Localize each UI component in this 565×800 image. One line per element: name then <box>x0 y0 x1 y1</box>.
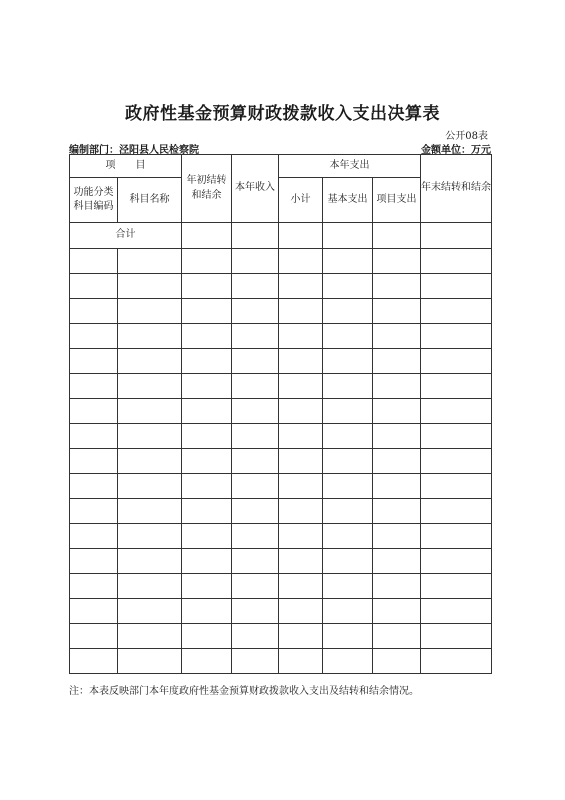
table-cell <box>323 249 373 274</box>
table-cell <box>118 474 182 499</box>
table-cell <box>182 599 232 624</box>
table-cell <box>118 424 182 449</box>
table-row <box>70 449 492 474</box>
table-cell <box>373 449 421 474</box>
table-cell <box>279 599 323 624</box>
header-ending-balance: 年末结转和结余 <box>421 155 492 223</box>
total-row <box>70 223 492 249</box>
table-cell <box>323 649 373 674</box>
table-row <box>70 549 492 574</box>
table-cell <box>421 274 492 299</box>
table-cell <box>421 524 492 549</box>
header-item: 项 目 <box>70 155 182 178</box>
table-cell <box>118 624 182 649</box>
header-beginning-balance: 年初结转和结余 <box>182 155 232 223</box>
table-cell <box>421 574 492 599</box>
table-cell <box>421 249 492 274</box>
table-cell <box>118 324 182 349</box>
table-cell <box>323 374 373 399</box>
total-ending-balance-cell <box>421 223 492 249</box>
table-cell <box>421 299 492 324</box>
total-beginning-balance-cell <box>182 223 232 249</box>
table-cell <box>182 449 232 474</box>
table-cell <box>323 349 373 374</box>
total-label: 合计 <box>70 223 182 249</box>
table-cell <box>232 249 279 274</box>
table-cell <box>373 299 421 324</box>
table-cell <box>182 324 232 349</box>
table-cell <box>70 499 118 524</box>
total-basic-expenditure-cell <box>323 223 373 249</box>
table-cell <box>70 424 118 449</box>
table-cell <box>421 324 492 349</box>
table-row <box>70 474 492 499</box>
table-row <box>70 374 492 399</box>
table-cell <box>373 649 421 674</box>
table-cell <box>279 424 323 449</box>
table-cell <box>70 349 118 374</box>
table-cell <box>279 649 323 674</box>
table-cell <box>232 299 279 324</box>
header-income: 本年收入 <box>232 155 279 223</box>
table-row <box>70 624 492 649</box>
header-subtotal: 小计 <box>279 178 323 223</box>
table-cell <box>279 524 323 549</box>
header-project-expenditure: 项目支出 <box>373 178 421 223</box>
table-row <box>70 524 492 549</box>
table-cell <box>421 424 492 449</box>
table-cell <box>182 649 232 674</box>
table-cell <box>182 474 232 499</box>
table-cell <box>70 374 118 399</box>
footnote: 注：本表反映部门本年度政府性基金预算财政拨款收入支出及结转和结余情况。 <box>69 686 419 697</box>
header-func-code: 功能分类科目编码 <box>70 178 118 223</box>
header-subject-name: 科目名称 <box>118 178 182 223</box>
total-subtotal-cell <box>279 223 323 249</box>
table-cell <box>182 399 232 424</box>
table-cell <box>323 424 373 449</box>
table-cell <box>118 299 182 324</box>
table-cell <box>182 499 232 524</box>
table-cell <box>232 274 279 299</box>
table-cell <box>118 349 182 374</box>
table-cell <box>118 274 182 299</box>
table-cell <box>182 249 232 274</box>
table-cell <box>323 274 373 299</box>
table-cell <box>232 649 279 674</box>
table-cell <box>373 249 421 274</box>
table-cell <box>70 649 118 674</box>
table-cell <box>373 524 421 549</box>
table-row <box>70 599 492 624</box>
table-cell <box>279 399 323 424</box>
table-cell <box>279 249 323 274</box>
table-cell <box>279 349 323 374</box>
table-cell <box>232 499 279 524</box>
table-cell <box>323 449 373 474</box>
table-cell <box>182 274 232 299</box>
table-row <box>70 499 492 524</box>
table-cell <box>118 374 182 399</box>
table-row <box>70 399 492 424</box>
table-cell <box>232 374 279 399</box>
table-cell <box>70 624 118 649</box>
table-cell <box>232 474 279 499</box>
table-cell <box>70 449 118 474</box>
table-cell <box>232 424 279 449</box>
total-project-expenditure-cell <box>373 223 421 249</box>
table-cell <box>373 374 421 399</box>
table-cell <box>70 474 118 499</box>
table-cell <box>373 424 421 449</box>
table-cell <box>70 324 118 349</box>
table-cell <box>232 624 279 649</box>
table-cell <box>118 574 182 599</box>
table-cell <box>373 324 421 349</box>
table-cell <box>279 449 323 474</box>
table-cell <box>182 424 232 449</box>
table-cell <box>182 524 232 549</box>
table-cell <box>279 299 323 324</box>
table-cell <box>182 299 232 324</box>
header-row-1 <box>70 155 492 178</box>
table-cell <box>232 399 279 424</box>
table-cell <box>232 574 279 599</box>
table-row <box>70 574 492 599</box>
page-title: 政府性基金预算财政拨款收入支出决算表 <box>125 104 440 124</box>
table-cell <box>70 299 118 324</box>
total-income-cell <box>232 223 279 249</box>
table-cell <box>279 499 323 524</box>
table-cell <box>323 599 373 624</box>
header-basic-expenditure: 基本支出 <box>323 178 373 223</box>
table-cell <box>232 524 279 549</box>
table-cell <box>70 274 118 299</box>
table-cell <box>118 499 182 524</box>
table-cell <box>118 524 182 549</box>
table-cell <box>323 624 373 649</box>
table-cell <box>70 524 118 549</box>
table-cell <box>373 474 421 499</box>
table-cell <box>232 449 279 474</box>
table-cell <box>421 549 492 574</box>
table-row <box>70 649 492 674</box>
table-cell <box>232 324 279 349</box>
table-cell <box>323 524 373 549</box>
table-cell <box>421 624 492 649</box>
table-cell <box>70 399 118 424</box>
table-cell <box>70 599 118 624</box>
table-row <box>70 424 492 449</box>
table-cell <box>279 474 323 499</box>
table-cell <box>70 574 118 599</box>
table-cell <box>182 549 232 574</box>
table-cell <box>118 549 182 574</box>
table-cell <box>118 249 182 274</box>
table-row <box>70 249 492 274</box>
table-cell <box>421 649 492 674</box>
table-cell <box>182 374 232 399</box>
table-cell <box>373 349 421 374</box>
table-cell <box>373 274 421 299</box>
form-number: 公开08表 <box>445 131 488 142</box>
table-cell <box>323 399 373 424</box>
table-cell <box>373 624 421 649</box>
table-cell <box>421 499 492 524</box>
table-cell <box>421 399 492 424</box>
table-cell <box>323 499 373 524</box>
table-cell <box>421 449 492 474</box>
table-cell <box>232 599 279 624</box>
table-cell <box>373 599 421 624</box>
table-cell <box>279 549 323 574</box>
table-cell <box>279 274 323 299</box>
department-label: 编制部门：泾阳县人民检察院 <box>69 145 199 156</box>
table-cell <box>118 599 182 624</box>
table-cell <box>421 474 492 499</box>
table-cell <box>118 399 182 424</box>
table-cell <box>279 574 323 599</box>
table-cell <box>182 574 232 599</box>
table-cell <box>323 549 373 574</box>
table-cell <box>323 474 373 499</box>
table-row <box>70 274 492 299</box>
table-cell <box>373 549 421 574</box>
table-cell <box>373 499 421 524</box>
table-cell <box>373 574 421 599</box>
table-cell <box>70 249 118 274</box>
table-cell <box>232 349 279 374</box>
header-expenditure: 本年支出 <box>279 155 421 178</box>
table-cell <box>118 649 182 674</box>
table-row <box>70 324 492 349</box>
table-cell <box>232 549 279 574</box>
table-cell <box>279 324 323 349</box>
table-cell <box>118 449 182 474</box>
table-cell <box>323 299 373 324</box>
table-cell <box>421 374 492 399</box>
table-cell <box>323 324 373 349</box>
table-row <box>70 299 492 324</box>
table-cell <box>421 599 492 624</box>
table-cell <box>421 349 492 374</box>
table-cell <box>279 374 323 399</box>
amount-unit-label: 金额单位：万元 <box>421 145 491 156</box>
table-cell <box>279 624 323 649</box>
table-cell <box>182 624 232 649</box>
table-cell <box>182 349 232 374</box>
table-row <box>70 349 492 374</box>
budget-table <box>69 154 492 674</box>
table-cell <box>70 549 118 574</box>
table-cell <box>323 574 373 599</box>
table-cell <box>373 399 421 424</box>
